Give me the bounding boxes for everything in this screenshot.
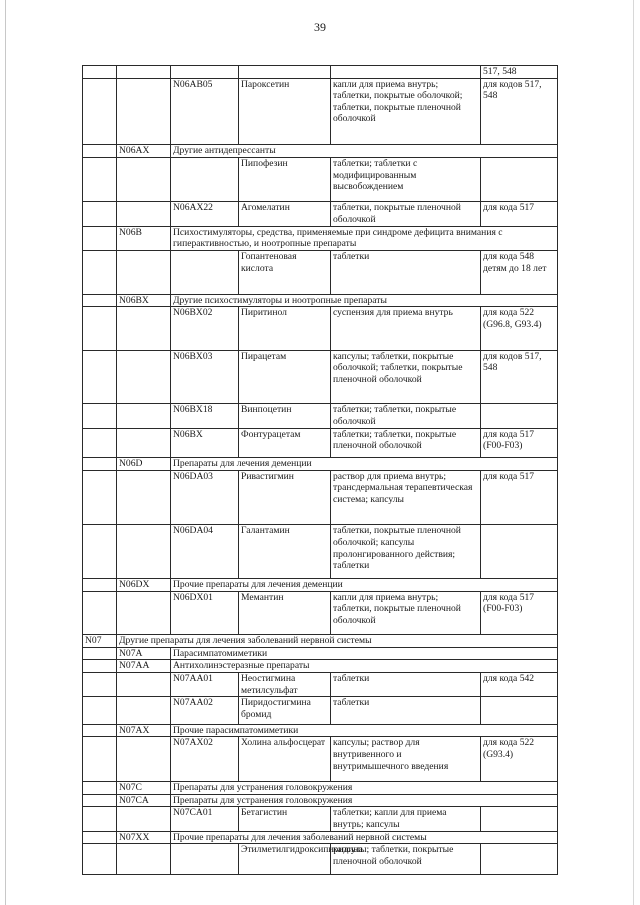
dosage-form-cell: капсулы; раствор для внутривенного и внутримышечного введения [331, 737, 481, 781]
dosage-form-cell: капли для приема внутрь; таблетки, покрытые оболочкой; таблетки, покрытые пленочной оболочкой [331, 78, 481, 145]
table-row [83, 807, 558, 831]
group-title-cell: Другие препараты для лечения заболеваний нервной системы [117, 634, 558, 647]
atc-subgroup-cell: N07AA [117, 660, 171, 673]
table-row [83, 844, 558, 875]
table-row [83, 470, 558, 525]
group-title-cell: Другие антидепрессанты [171, 145, 558, 158]
note-cell [481, 844, 558, 875]
atc-group-cell [83, 145, 117, 158]
table-row [83, 78, 558, 145]
atc-group-cell [83, 525, 117, 579]
dosage-form-cell: капсулы; таблетки, покрытые оболочкой; таблетки, покрытые пленочной оболочкой [331, 350, 481, 404]
dosage-form-cell: таблетки [331, 673, 481, 697]
atc-code-cell: N07AA01 [171, 673, 239, 697]
atc-subgroup-cell: N06AX [117, 145, 171, 158]
drug-name-cell: Гопантеновая кислота [239, 251, 331, 294]
table-row [83, 794, 558, 807]
dosage-form-cell: таблетки; капли для приема внутрь; капсулы [331, 807, 481, 831]
table-row [83, 578, 558, 591]
atc-code-cell [171, 158, 239, 202]
drug-name-cell: Агомелатин [239, 202, 331, 226]
dosage-form-cell: раствор для приема внутрь; трансдермальная терапевтическая система; капсулы [331, 470, 481, 525]
table-row [83, 634, 558, 647]
atc-group-cell [83, 66, 117, 79]
note-cell: для кода 517 (F00-F03) [481, 591, 558, 634]
dosage-form-cell: таблетки; таблетки, покрытые пленочной оболочкой [331, 428, 481, 457]
note-cell: для кода 522 (G96.8, G93.4) [481, 307, 558, 350]
group-title-cell: Прочие препараты для лечения деменции [171, 578, 558, 591]
table-row [83, 724, 558, 737]
table-row [83, 647, 558, 660]
drug-name-cell: Этилметилгидроксипиридина [239, 844, 331, 875]
table-row [83, 591, 558, 634]
atc-code-cell: N06DX01 [171, 591, 239, 634]
atc-subgroup-cell [117, 591, 171, 634]
table-row [83, 673, 558, 697]
drug-name-cell: Пиритинол [239, 307, 331, 350]
page-number: 39 [314, 20, 326, 34]
atc-group-cell [83, 737, 117, 781]
atc-group-cell [83, 470, 117, 525]
note-cell: для кода 517 [481, 470, 558, 525]
table-row [83, 781, 558, 794]
note-cell: для кода 517 [481, 202, 558, 226]
dosage-form-cell: таблетки; таблетки с модифицированным высвобождением [331, 158, 481, 202]
atc-code-cell: N06BX03 [171, 350, 239, 404]
table-row [83, 202, 558, 226]
note-cell [481, 525, 558, 579]
group-title-cell: Препараты для лечения деменции [171, 458, 558, 471]
drug-name-cell [239, 66, 331, 79]
atc-group-cell [83, 724, 117, 737]
table-row [83, 697, 558, 724]
group-title-cell: Препараты для устранения головокружения [171, 794, 558, 807]
group-title-cell: Антихолинэстеразные препараты [171, 660, 558, 673]
table-row [83, 350, 558, 404]
atc-subgroup-cell [117, 844, 171, 875]
atc-subgroup-cell: N07CA [117, 794, 171, 807]
table-row [83, 458, 558, 471]
dosage-form-cell: суспензия для приема внутрь [331, 307, 481, 350]
atc-group-cell [83, 647, 117, 660]
atc-subgroup-cell [117, 470, 171, 525]
dosage-form-cell: таблетки [331, 697, 481, 724]
table-row [83, 660, 558, 673]
atc-subgroup-cell: N07AX [117, 724, 171, 737]
atc-code-cell: N06AB05 [171, 78, 239, 145]
atc-subgroup-cell [117, 66, 171, 79]
group-title-cell: Препараты для устранения головокружения [171, 781, 558, 794]
table-row [83, 145, 558, 158]
group-title-cell: Другие психостимуляторы и ноотропные препараты [171, 294, 558, 307]
atc-group-cell [83, 78, 117, 145]
table-row [83, 294, 558, 307]
drug-name-cell: Пароксетин [239, 78, 331, 145]
atc-subgroup-cell: N06D [117, 458, 171, 471]
atc-code-cell: N06DA03 [171, 470, 239, 525]
drug-name-cell: Пирацетам [239, 350, 331, 404]
note-cell [481, 158, 558, 202]
table-row [83, 737, 558, 781]
drug-name-cell: Пипофезин [239, 158, 331, 202]
atc-subgroup-cell [117, 251, 171, 294]
drug-name-cell: Мемантин [239, 591, 331, 634]
atc-group-cell [83, 350, 117, 404]
atc-subgroup-cell [117, 807, 171, 831]
atc-subgroup-cell [117, 673, 171, 697]
note-cell: для кода 548 детям до 18 лет [481, 251, 558, 294]
atc-group-cell [83, 844, 117, 875]
table-row [83, 831, 558, 844]
atc-group-cell [83, 697, 117, 724]
atc-code-cell [171, 844, 239, 875]
drug-name-cell: Неостигмина метилсульфат [239, 673, 331, 697]
note-cell [481, 404, 558, 428]
table-row [83, 307, 558, 350]
drug-name-cell: Галантамин [239, 525, 331, 579]
atc-group-cell [83, 404, 117, 428]
dosage-form-cell: таблетки [331, 251, 481, 294]
atc-subgroup-cell: N07XX [117, 831, 171, 844]
atc-group-cell [83, 673, 117, 697]
note-cell: для кодов 517, 548 [481, 78, 558, 145]
atc-group-cell [83, 251, 117, 294]
atc-code-cell: N06BX02 [171, 307, 239, 350]
table-row [83, 525, 558, 579]
atc-code-cell: N07AA02 [171, 697, 239, 724]
atc-group-cell [83, 158, 117, 202]
atc-code-cell: N06AX22 [171, 202, 239, 226]
atc-subgroup-cell [117, 737, 171, 781]
dosage-form-cell: таблетки, покрытые пленочной оболочкой; капсулы пролонгированного действия; таблетки [331, 525, 481, 579]
atc-subgroup-cell [117, 428, 171, 457]
atc-group-cell [83, 660, 117, 673]
dosage-form-cell [331, 66, 481, 79]
table-row [83, 158, 558, 202]
dosage-form-cell: капсулы; таблетки, покрытые пленочной оболочкой [331, 844, 481, 875]
atc-group-cell [83, 307, 117, 350]
table-row [83, 251, 558, 294]
group-title-cell: Психостимуляторы, средства, применяемые при синдроме дефицита внимания с гиперактивностью, и ноотропные препараты [171, 226, 558, 250]
note-cell [481, 697, 558, 724]
table-row [83, 66, 558, 79]
group-title-cell: Парасимпатомиметики [171, 647, 558, 660]
atc-subgroup-cell [117, 350, 171, 404]
atc-code-cell: N07CA01 [171, 807, 239, 831]
atc-subgroup-cell [117, 78, 171, 145]
atc-subgroup-cell [117, 404, 171, 428]
drug-name-cell: Ривастигмин [239, 470, 331, 525]
atc-group-cell [83, 591, 117, 634]
atc-subgroup-cell [117, 525, 171, 579]
atc-code-cell [171, 251, 239, 294]
dosage-form-cell: таблетки, покрытые пленочной оболочкой [331, 202, 481, 226]
atc-subgroup-cell: N06BX [117, 294, 171, 307]
table-row [83, 226, 558, 250]
atc-group-cell [83, 781, 117, 794]
group-title-cell: Прочие парасимпатомиметики [171, 724, 558, 737]
note-cell: для кода 522 (G93.4) [481, 737, 558, 781]
drug-name-cell: Пиридостигмина бромид [239, 697, 331, 724]
drug-name-cell: Холина альфосцерат [239, 737, 331, 781]
atc-subgroup-cell [117, 158, 171, 202]
dosage-form-cell: таблетки; таблетки, покрытые оболочкой [331, 404, 481, 428]
dosage-form-cell: капли для приема внутрь; таблетки, покрытые пленочной оболочкой [331, 591, 481, 634]
drug-list-table [82, 65, 558, 875]
drug-name-cell: Фонтурацетам [239, 428, 331, 457]
atc-subgroup-cell: N07C [117, 781, 171, 794]
atc-group-cell [83, 428, 117, 457]
atc-group-cell [83, 226, 117, 250]
note-cell: для кода 517 (F00-F03) [481, 428, 558, 457]
note-cell: 517, 548 [481, 66, 558, 79]
atc-code-cell: N06DA04 [171, 525, 239, 579]
atc-group-cell [83, 202, 117, 226]
atc-subgroup-cell: N06DX [117, 578, 171, 591]
atc-code-cell: N06BX18 [171, 404, 239, 428]
atc-group-cell [83, 458, 117, 471]
atc-subgroup-cell: N06B [117, 226, 171, 250]
atc-subgroup-cell: N07A [117, 647, 171, 660]
atc-code-cell: N07AX02 [171, 737, 239, 781]
atc-group-cell [83, 831, 117, 844]
group-title-cell: Прочие препараты для лечения заболеваний нервной системы [171, 831, 558, 844]
drug-name-cell: Бетагистин [239, 807, 331, 831]
atc-group-cell: N07 [83, 634, 117, 647]
atc-subgroup-cell [117, 202, 171, 226]
table-row [83, 404, 558, 428]
note-cell [481, 807, 558, 831]
atc-group-cell [83, 578, 117, 591]
atc-code-cell [171, 66, 239, 79]
atc-code-cell: N06BX [171, 428, 239, 457]
atc-subgroup-cell [117, 307, 171, 350]
scan-edge-right [633, 0, 634, 905]
atc-group-cell [83, 807, 117, 831]
atc-group-cell [83, 794, 117, 807]
atc-group-cell [83, 294, 117, 307]
atc-subgroup-cell [117, 697, 171, 724]
note-cell: для кодов 517, 548 [481, 350, 558, 404]
note-cell: для кода 542 [481, 673, 558, 697]
scan-edge-left [5, 0, 6, 905]
drug-name-cell: Винпоцетин [239, 404, 331, 428]
table-row [83, 428, 558, 457]
